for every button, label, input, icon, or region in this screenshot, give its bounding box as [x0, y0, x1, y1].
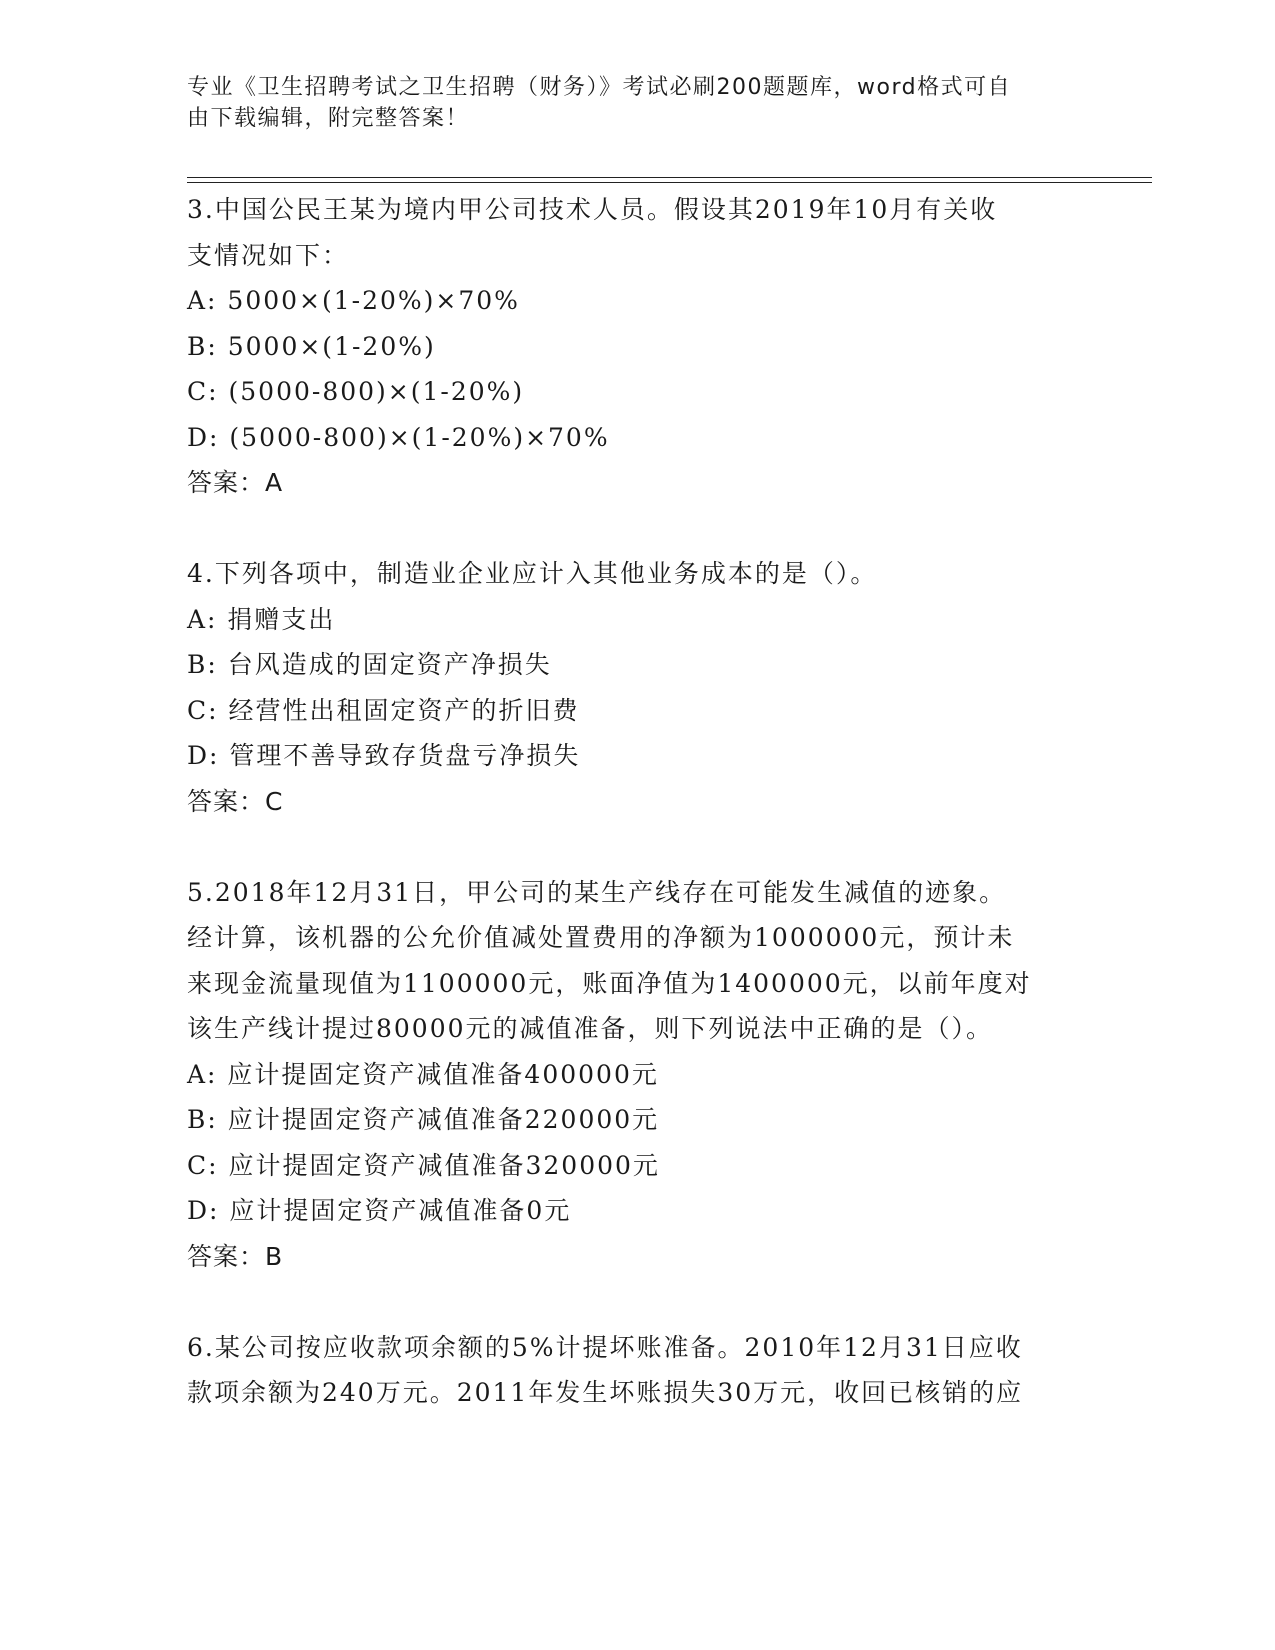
question-stem: 款项余额为240万元。2011年发生坏账损失30万元，收回已核销的应 — [187, 1378, 1024, 1407]
option-b: B: 5000×(1-20%) — [187, 331, 436, 361]
question-stem: 6.某公司按应收款项余额的5%计提坏账准备。2010年12月31日应收 — [187, 1332, 1023, 1362]
spacer — [187, 506, 1087, 552]
answer-line: 答案：A — [187, 468, 284, 497]
question-block — [187, 1325, 1087, 1416]
spacer — [187, 1279, 1087, 1325]
header-divider — [187, 177, 1152, 178]
option-b: B: 应计提固定资产减值准备220000元 — [187, 1105, 660, 1134]
option-d: D: 管理不善导致存货盘亏净损失 — [187, 741, 581, 770]
option-a: A: 5000×(1-20%)×70% — [187, 286, 520, 315]
answer-line: 答案：C — [187, 786, 284, 816]
document-header — [187, 72, 1067, 134]
question-stem: 3.中国公民王某为境内甲公司技术人员。假设其2019年10月有关收 — [187, 195, 998, 224]
header-divider — [187, 182, 1152, 183]
answer-line: 答案：B — [187, 1241, 284, 1271]
question-stem: 支情况如下： — [187, 240, 350, 270]
option-d: D: 应计提固定资产减值准备0元 — [187, 1196, 572, 1225]
question-block — [187, 551, 1087, 824]
header-line: 由下载编辑，附完整答案！ — [187, 106, 470, 131]
option-b: B: 台风造成的固定资产净损失 — [187, 650, 552, 679]
option-c: C: (5000-800)×(1-20%) — [187, 377, 525, 406]
question-block — [187, 187, 1087, 506]
question-block — [187, 870, 1087, 1280]
question-stem: 经计算，该机器的公允价值减处置费用的净额为1000000元，预计未 — [187, 923, 1015, 952]
option-a: A: 捐赠支出 — [187, 604, 336, 634]
question-list — [187, 187, 1087, 1416]
question-stem: 4.下列各项中，制造业企业应计入其他业务成本的是（）。 — [187, 559, 878, 588]
option-d: D: (5000-800)×(1-20%)×70% — [187, 422, 610, 452]
question-stem: 来现金流量现值为1100000元，账面净值为1400000元，以前年度对 — [187, 968, 1032, 998]
option-a: A: 应计提固定资产减值准备400000元 — [187, 1059, 659, 1089]
spacer — [187, 824, 1087, 870]
option-c: C: 经营性出租固定资产的折旧费 — [187, 695, 580, 725]
header-line: 专业《卫生招聘考试之卫生招聘（财务）》考试必刷200题题库，word格式可自 — [187, 75, 1012, 100]
question-stem: 5.2018年12月31日，甲公司的某生产线存在可能发生减值的迹象。 — [187, 877, 1007, 907]
option-c: C: 应计提固定资产减值准备320000元 — [187, 1150, 660, 1180]
question-stem: 该生产线计提过80000元的减值准备，则下列说法中正确的是（）。 — [187, 1014, 994, 1043]
